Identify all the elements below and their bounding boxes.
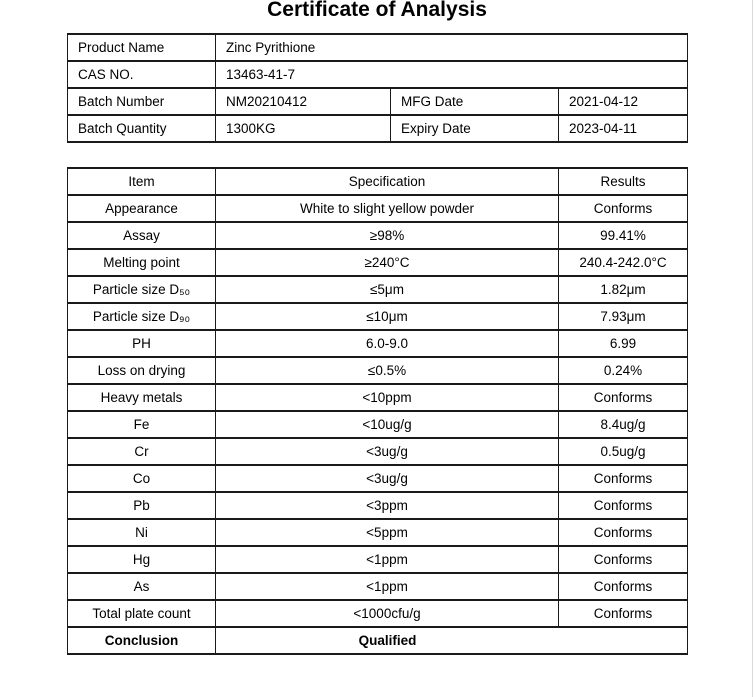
batch-quantity-label: Batch Quantity (68, 115, 216, 142)
spec-specification-cell: ≤10μm (216, 303, 559, 330)
spec-results-cell: Conforms (559, 195, 688, 222)
spec-item-cell: As (68, 573, 216, 600)
spec-item-cell: Hg (68, 546, 216, 573)
product-name-value: Zinc Pyrithione (216, 34, 688, 61)
specification-table (67, 167, 688, 655)
item-column-header: Item (68, 168, 216, 195)
spec-rows-body (68, 195, 688, 627)
spec-item-cell: Pb (68, 492, 216, 519)
spec-item-cell: Particle size D₅₀ (68, 276, 216, 303)
spec-specification-cell: <5ppm (216, 519, 559, 546)
mfg-date-value: 2021-04-12 (559, 88, 688, 115)
table-row (68, 573, 688, 600)
table-row (68, 465, 688, 492)
expiry-date-value: 2023-04-11 (559, 115, 688, 142)
spec-results-cell: 240.4-242.0°C (559, 249, 688, 276)
table-row (68, 88, 688, 115)
spec-specification-cell: <1ppm (216, 573, 559, 600)
spec-results-cell: Conforms (559, 465, 688, 492)
spec-item-cell: Fe (68, 411, 216, 438)
table-row (68, 519, 688, 546)
spec-results-cell: 6.99 (559, 330, 688, 357)
spec-specification-cell: <1000cfu/g (216, 600, 559, 627)
product-info-table (67, 33, 688, 143)
batch-quantity-value: 1300KG (216, 115, 391, 142)
spec-results-cell: Conforms (559, 573, 688, 600)
table-header-row (68, 168, 688, 195)
expiry-date-label: Expiry Date (391, 115, 559, 142)
conclusion-cell (216, 627, 688, 654)
spec-specification-cell: ≤0.5% (216, 357, 559, 384)
spec-results-cell: 99.41% (559, 222, 688, 249)
spec-item-cell: Co (68, 465, 216, 492)
cas-no-value: 13463-41-7 (216, 61, 688, 88)
cas-no-label: CAS NO. (68, 61, 216, 88)
table-row (68, 492, 688, 519)
spec-results-cell: 1.82μm (559, 276, 688, 303)
spec-specification-cell: <3ug/g (216, 465, 559, 492)
spec-results-cell: Conforms (559, 600, 688, 627)
spec-results-cell: 7.93μm (559, 303, 688, 330)
table-row (68, 438, 688, 465)
spec-item-cell: PH (68, 330, 216, 357)
table-row (68, 303, 688, 330)
table-row (68, 384, 688, 411)
spec-item-cell: Appearance (68, 195, 216, 222)
table-row (68, 34, 688, 61)
spec-specification-cell: 6.0-9.0 (216, 330, 559, 357)
table-row (68, 357, 688, 384)
table-row (68, 276, 688, 303)
spec-specification-cell: ≥240°C (216, 249, 559, 276)
spec-results-cell: 8.4ug/g (559, 411, 688, 438)
results-column-header: Results (559, 168, 688, 195)
table-row (68, 222, 688, 249)
spec-results-cell: 0.5ug/g (559, 438, 688, 465)
table-row (68, 115, 688, 142)
conclusion-value: Qualified (358, 633, 417, 648)
batch-number-label: Batch Number (68, 88, 216, 115)
table-row (68, 330, 688, 357)
conclusion-row (68, 627, 688, 654)
table-row (68, 195, 688, 222)
spec-specification-cell: <3ppm (216, 492, 559, 519)
specification-column-header: Specification (216, 168, 559, 195)
table-row (68, 600, 688, 627)
spec-results-cell: Conforms (559, 384, 688, 411)
spec-specification-cell: White to slight yellow powder (216, 195, 559, 222)
spec-item-cell: Heavy metals (68, 384, 216, 411)
page-title: Certificate of Analysis (267, 0, 487, 21)
spec-specification-cell: <1ppm (216, 546, 559, 573)
spec-item-cell: Total plate count (68, 600, 216, 627)
table-row (68, 61, 688, 88)
spec-item-cell: Loss on drying (68, 357, 216, 384)
conclusion-label: Conclusion (68, 627, 216, 654)
spec-specification-cell: <10ppm (216, 384, 559, 411)
spec-specification-cell: ≥98% (216, 222, 559, 249)
spec-specification-cell: <3ug/g (216, 438, 559, 465)
table-row (68, 411, 688, 438)
product-name-label: Product Name (68, 34, 216, 61)
mfg-date-label: MFG Date (391, 88, 559, 115)
spec-item-cell: Assay (68, 222, 216, 249)
spec-results-cell: 0.24% (559, 357, 688, 384)
spec-results-cell: Conforms (559, 492, 688, 519)
spec-specification-cell: ≤5μm (216, 276, 559, 303)
spec-item-cell: Ni (68, 519, 216, 546)
batch-number-value: NM20210412 (216, 88, 391, 115)
page-edge-line (752, 0, 753, 697)
spec-item-cell: Particle size D₉₀ (68, 303, 216, 330)
spec-results-cell: Conforms (559, 546, 688, 573)
table-row (68, 546, 688, 573)
spec-specification-cell: <10ug/g (216, 411, 559, 438)
spec-item-cell: Melting point (68, 249, 216, 276)
table-row (68, 249, 688, 276)
spec-item-cell: Cr (68, 438, 216, 465)
spec-results-cell: Conforms (559, 519, 688, 546)
